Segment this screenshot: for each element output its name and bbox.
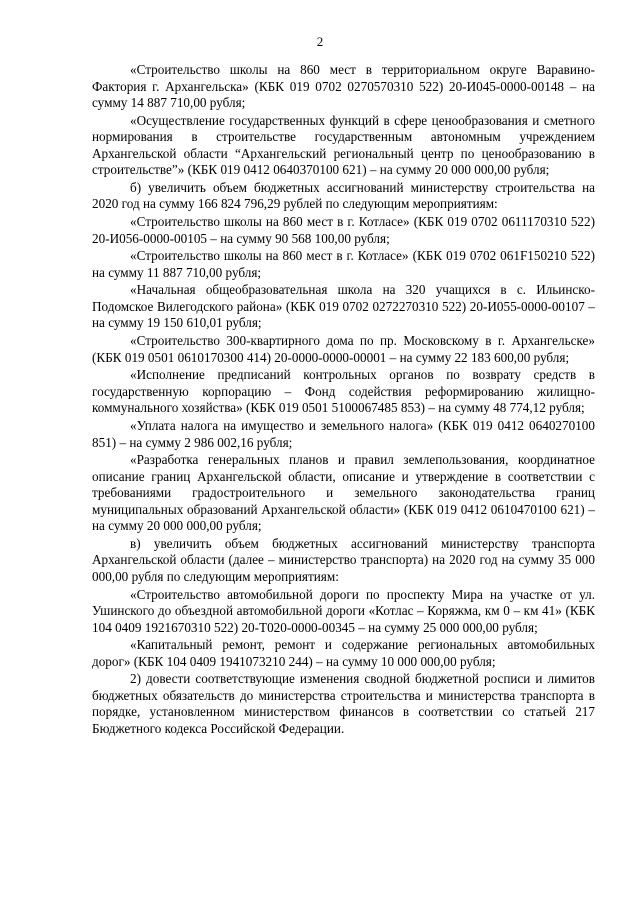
paragraph: в) увеличить объем бюджетных ассигнований министерству транспорта Архангельской области (далее – министерство транспорта) на 2020 год на сумму 35 000 000,00 рубля по следующим мероприятиям: xyxy=(92,535,595,584)
paragraph: «Осуществление государственных функций в сфере ценообразования и сметного нормирования в строительстве государственным автономным учреждением Архангельской области “Архангельский региональный центр по ценообразованию в строительстве”» (КБК 019 0412 0640370100 621) – на сумму 20 000 000,00 рубля; xyxy=(92,112,595,178)
paragraph: «Разработка генеральных планов и правил землепользования, координатное описание границ Архангельской области, описание и утверждение в соответствии с требованиями градостроительного и земельного законодательства границ муниципальных образований Архангельской области» (КБК 019 0412 0610470100 621) – на сумму 20 000 000,00 рубля; xyxy=(92,452,595,534)
paragraph: б) увеличить объем бюджетных ассигнований министерству строительства на 2020 год на сумму 166 824 796,29 рублей по следующим мероприятиям: xyxy=(92,179,595,212)
paragraph: 2) довести соответствующие изменения сводной бюджетной росписи и лимитов бюджетных обязательств до министерства строительства и министерства транспорта в порядке, установленном министерством финансов в соответствии со статьей 217 Бюджетного кодекса Российской Федерации. xyxy=(92,671,595,736)
page-number: 2 xyxy=(316,34,324,49)
paragraph: «Строительство школы на 860 мест в г. Котласе» (КБК 019 0702 0611170310 522) 20-И056-0000-00105 – на сумму 90 568 100,00 рубля; xyxy=(92,214,595,246)
document-body xyxy=(92,62,595,739)
paragraph: «Исполнение предписаний контрольных органов по возврату средств в государственную корпорацию – Фонд содействия реформированию жилищно-коммунального хозяйства» (КБК 019 0501 5100067485 853) – на сумму 48 774,12 рубля; xyxy=(92,367,595,416)
paragraph: «Строительство автомобильной дороги по проспекту Мира на участке от ул. Ушинского до объездной автомобильной дороги «Котлас – Коряжма, км 0 – км 41» (КБК 104 0409 1921670310 522) 20-Т020-0000-00345 – на сумму 25 000 000,00 рубля; xyxy=(92,586,595,635)
paragraph: «Уплата налога на имущество и земельного налога» (КБК 019 0412 0640270100 851) – на сумму 2 986 002,16 рубля; xyxy=(92,418,595,450)
paragraph: «Начальная общеобразовательная школа на 320 учащихся в с. Ильинско-Подомское Вилегодского района» (КБК 019 0702 0272270310 522) 20-И055-0000-00107 – на сумму 19 150 610,01 рубля; xyxy=(92,282,595,331)
paragraph: «Капитальный ремонт, ремонт и содержание региональных автомобильных дорог» (КБК 104 0409 1941073210 244) – на сумму 10 000 000,00 рубля; xyxy=(92,637,595,669)
paragraph: «Строительство 300-квартирного дома по пр. Московскому в г. Архангельске» (КБК 019 0501 0610170300 414) 20-0000-0000-00001 – на сумму 22 183 600,00 рубля; xyxy=(92,333,595,365)
paragraph: «Строительство школы на 860 мест в г. Котласе» (КБК 019 0702 061F150210 522) на сумму 11 887 710,00 рубля; xyxy=(92,248,595,280)
paragraph: «Строительство школы на 860 мест в территориальном округе Варавино-Фактория г. Архангельска» (КБК 019 0702 0270570310 522) 20-И045-0000-00148 – на сумму 14 887 710,00 рубля; xyxy=(92,62,595,110)
